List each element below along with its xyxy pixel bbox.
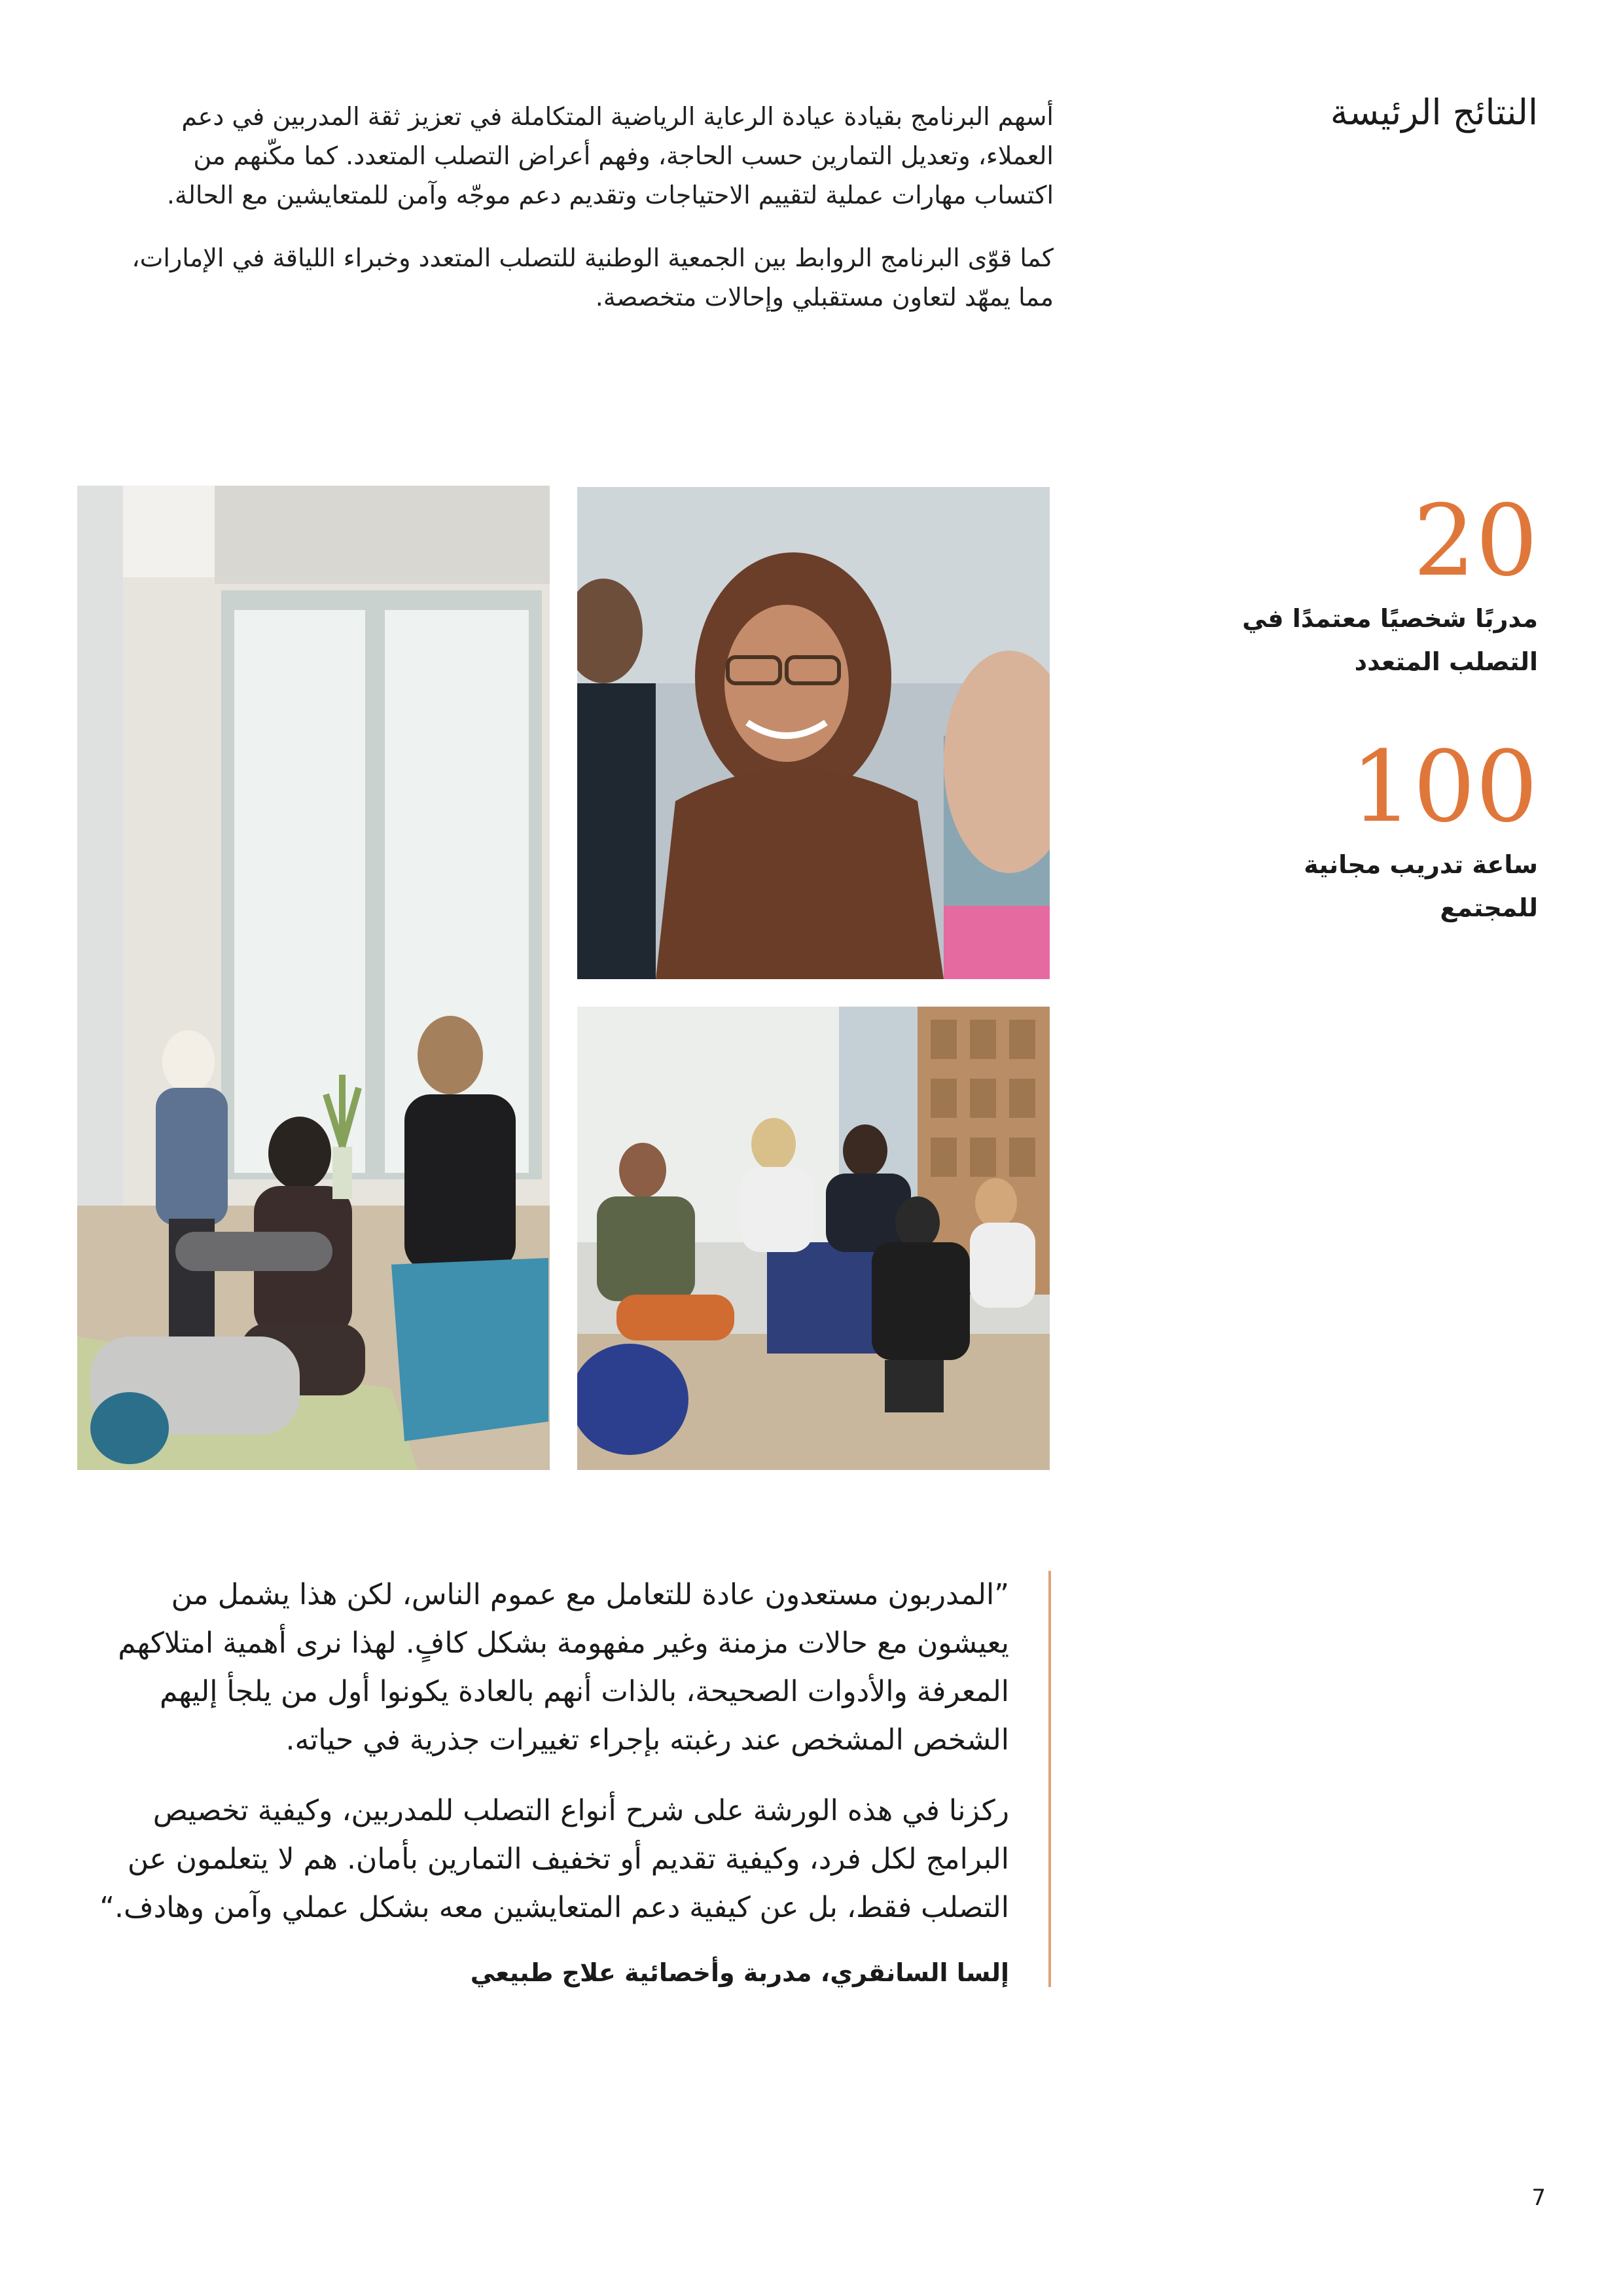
quote-paragraph-2: ركزنا في هذه الورشة على شرح أنواع التصلب للمدربين، وكيفية تخصيص البرامج لكل فرد، وكيفية تقديم أو تخفيف التمارين بأمان. هم لا يتعلمون عن التصلب فقط، بل عن كيفية دعم المتعايشين معه بشكل عملي وآمن وهادف.“ xyxy=(99,1794,1009,1924)
quote-author: إلسا السانقري، مدربة وأخصائية علاج طبيعي xyxy=(470,1958,1009,1987)
testimonial-quote xyxy=(77,1571,1051,1987)
stat-label-line: للمجتمع xyxy=(1440,893,1538,922)
intro-paragraph-2: كما قوّى البرنامج الروابط بين الجمعية الوطنية للتصلب المتعدد وخبراء اللياقة في الإمارات، مما يمهّد لتعاون مستقبلي وإحالات متخصصة. xyxy=(132,243,1054,312)
photo-floor-training xyxy=(77,486,550,1470)
stat-number: 20 xyxy=(1413,484,1538,598)
stat-label-line: مدربًا شخصيًا معتمدًا في xyxy=(1242,604,1538,633)
intro-text xyxy=(111,97,1054,340)
quote-paragraph-1: ”المدربون مستعدون عادة للتعامل مع عموم الناس، لكن هذا يشمل من يعيشون مع حالات مزمنة وغير مفهومة بشكل كافٍ. لهذا نرى أهمية امتلاكهم المعرفة والأدوات الصحيحة، بالذات أنهم بالعادة يكونوا أول من يلجأ إليهم الشخص المشخص عند رغبته بإجراء تغييرات جذرية في حياته. xyxy=(118,1578,1009,1757)
stat-hours xyxy=(1198,730,1538,929)
stat-trainers xyxy=(1198,484,1538,683)
photo-smiling-participant xyxy=(577,487,1050,979)
stat-number: 100 xyxy=(1350,730,1538,844)
page-number: 7 xyxy=(1531,2185,1546,2211)
stat-label-line: ساعة تدريب مجانية xyxy=(1304,850,1538,879)
intro-paragraph-1: أسهم البرنامج بقيادة عيادة الرعاية الرياضية المتكاملة في تعزيز ثقة المدربين في دعم العملاء، وتعديل التمارين حسب الحاجة، وفهم أعراض التصلب المتعدد. كما مكّنهم من اكتساب مهارات عملية لتقييم الاحتياجات وتقديم دعم موجّه وآمن للمتعايشين مع الحالة. xyxy=(166,102,1054,209)
stat-label xyxy=(1198,597,1538,683)
section-title: النتائج الرئيسة xyxy=(1330,92,1538,133)
photo-group-workshop xyxy=(577,1007,1050,1470)
stat-label-line: التصلب المتعدد xyxy=(1354,647,1538,676)
stat-label xyxy=(1198,843,1538,929)
